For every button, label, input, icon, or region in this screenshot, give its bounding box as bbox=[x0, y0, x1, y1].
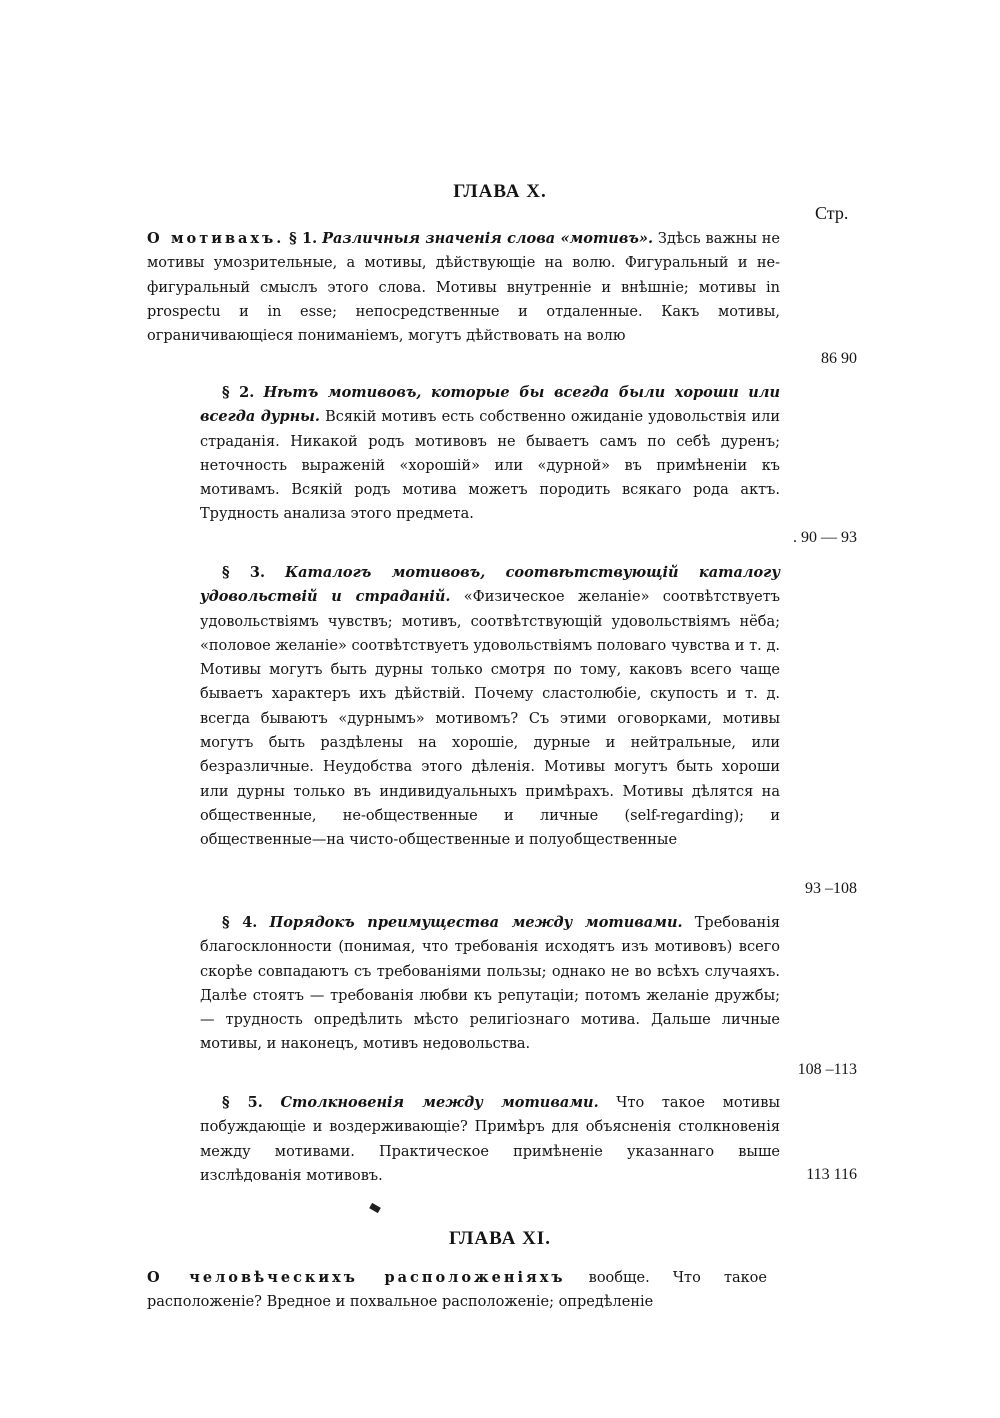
section-5-heading: Столкновенія между мотивами. bbox=[280, 1094, 599, 1111]
section-4-body: Требованія благосклонности (понимая, что требованія исходятъ изъ мотивовъ) всего скорѣе совпадаютъ съ требованіями пользы; однако не во всѣхъ случаяхъ. Далѣе стоятъ — требованія любви къ репутаціи; потомъ желаніе дружбы; — трудность опредѣлить мѣсто религіознаго мотива. Дальше личные мотивы, и наконецъ, мотивъ недовольства. bbox=[200, 915, 780, 1053]
pages-column-label: Стр. bbox=[815, 203, 849, 223]
section-5-entry bbox=[200, 1091, 780, 1188]
section-3-pages: 93 –108 bbox=[805, 880, 857, 897]
section-1-entry bbox=[147, 227, 780, 348]
section-1-number: § 1. bbox=[289, 230, 318, 247]
section-3-entry bbox=[200, 561, 780, 853]
section-4-pages: 108 –113 bbox=[797, 1061, 857, 1078]
ink-mark bbox=[369, 1203, 381, 1213]
section-4-number: § 4. bbox=[222, 914, 258, 931]
section-2-number: § 2. bbox=[222, 384, 255, 401]
chapter-11-body: вообще. Что такое расположеніе? Вредное и похвальное расположеніе; опредѣленіе bbox=[147, 1270, 767, 1311]
section-3-heading: Каталогъ мотивовъ, соотвѣтствующій каталогу удовольствій и страданій. bbox=[200, 564, 780, 606]
section-4-heading: Порядокъ преимущества между мотивами. bbox=[269, 914, 683, 931]
chapter-10-title: ГЛАВА X. bbox=[453, 181, 547, 202]
section-2-heading: Нѣтъ мотивовъ, которые бы всегда были хороши или всегда дурны. bbox=[200, 384, 781, 426]
section-2-pages: . 90 — 93 bbox=[793, 529, 857, 546]
section-2-entry bbox=[200, 381, 780, 527]
chapter-11-topic: О человѣческихъ расположеніяхъ bbox=[147, 1269, 566, 1286]
section-2-body: Всякій мотивъ есть собственно ожиданіе удовольствія или страданія. Никакой родъ мотивовъ не бываетъ самъ по себѣ дуренъ; неточность выраженій «хорошій» или «дурной» въ примѣненіи къ мотивамъ. Всякій родъ мотива можетъ породить всякаго рода актъ. Трудность анализа этого предмета. bbox=[200, 409, 781, 523]
chapter-11-title: ГЛАВА XI. bbox=[449, 1228, 551, 1249]
chapter-11-entry bbox=[147, 1266, 767, 1315]
section-1-pages: 86 90 bbox=[821, 350, 857, 367]
section-1-heading: Различныя значенія слова «мотивъ». bbox=[322, 230, 654, 247]
section-3-number: § 3. bbox=[222, 564, 266, 581]
section-5-body: Что такое мотивы побуждающіе и воздерживающіе? Примѣръ для объясненія столкновенія между мотивами. Практическое примѣненіе указаннаго выше изслѣдованія мотивовъ. bbox=[200, 1095, 781, 1184]
section-1-topic: О мотивахъ. bbox=[147, 230, 285, 247]
section-1-body: Здѣсь важны не мотивы умозрительные, а мотивы, дѣйствующіе на волю. Фигуральный и не-фигуральный смыслъ этого слова. Мотивы внутренніе и внѣшніе; мотивы in prospectu и in esse; непосредственные и отдаленные. Какъ мотивы, ограничивающіеся пониманіемъ, могутъ дѣйствовать на волю bbox=[147, 231, 781, 345]
section-4-entry bbox=[200, 911, 780, 1057]
section-5-pages: 113 116 bbox=[806, 1166, 857, 1183]
section-3-body: «Физическое желаніе» соотвѣтствуетъ удовольствіямъ чувствъ; мотивъ, соотвѣтствующій удовольствіямъ нёба; «половое желаніе» соотвѣтствуетъ удовольствіямъ половаго чувства и т. д. Мотивы могутъ быть дурны только смотря по тому, каковъ всего чаще бываетъ характеръ ихъ дѣйствій. Почему сластолюбіе, скупость и т. д. всегда бываютъ «дурнымъ» мотивомъ? Съ этими оговорками, мотивы могутъ быть раздѣлены на хорошіе, дурные и нейтральные, или безразличные. Неудобства этого дѣленія. Мотивы могутъ быть хороши или дурны только въ индивидуальныхъ примѣрахъ. Мотивы дѣлятся на общественные, не-общественные и личные (self-regarding); и общественные—на чисто-общественные и полуобщественные bbox=[200, 589, 780, 849]
section-5-number: § 5. bbox=[222, 1094, 263, 1111]
